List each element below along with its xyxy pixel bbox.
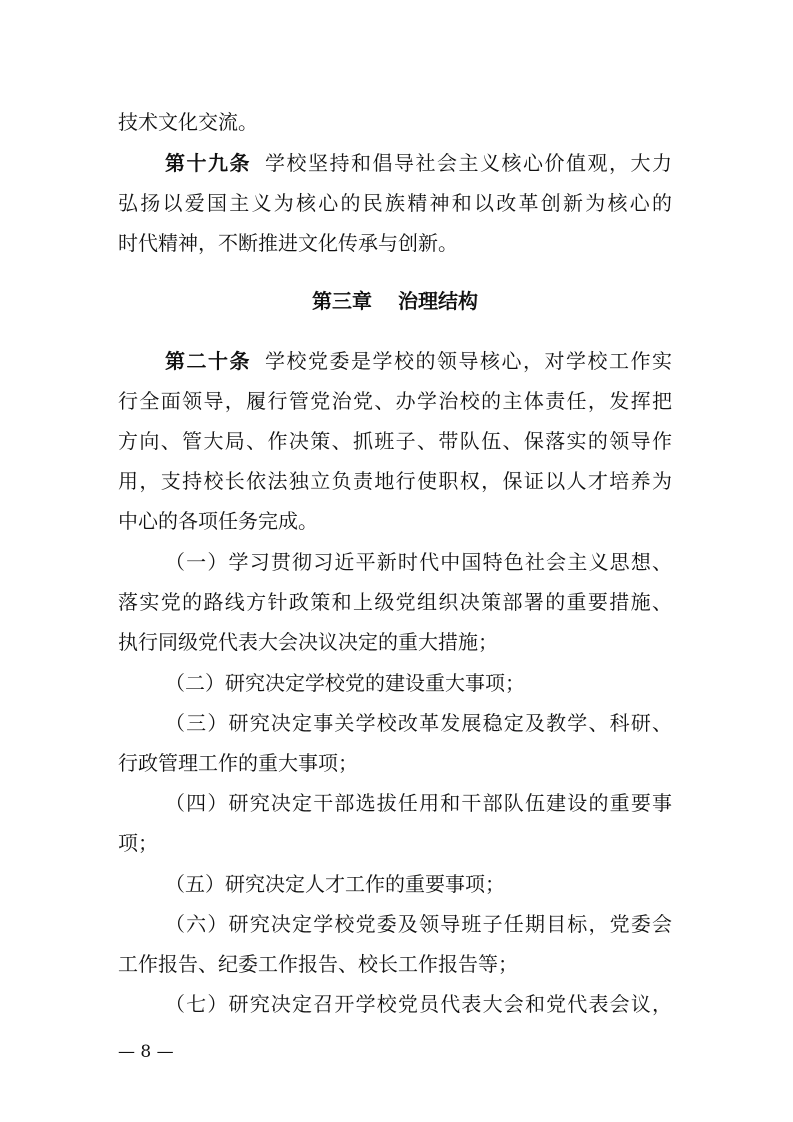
article-19-title: 第十九条 xyxy=(165,151,251,175)
list-item-line: 落实党的路线方针政策和上级党组织决策部署的重要措施、 xyxy=(118,590,672,614)
article-20-title: 第二十条 xyxy=(165,349,251,373)
article-19-line: 时代精神，不断推进文化传承与创新。 xyxy=(118,231,458,255)
article-19-line xyxy=(165,150,672,176)
page-number: — 8 — xyxy=(118,1042,174,1062)
article-20-text: 学校党委是学校的领导核心，对学校工作实 xyxy=(265,349,672,373)
article-20-line: 中心的各项任务完成。 xyxy=(118,509,318,533)
list-item-line: 行政管理工作的重大事项； xyxy=(118,751,358,775)
article-20-line: 方向、管大局、作决策、抓班子、带队伍、保落实的领导作 xyxy=(118,429,672,453)
list-item-line: （四）研究决定干部选拔任用和干部队伍建设的重要事 xyxy=(165,791,672,815)
list-item-line: （三）研究决定事关学校改革发展稳定及教学、科研、 xyxy=(165,711,672,735)
list-item-line: （七）研究决定召开学校党员代表大会和党代表会议， xyxy=(165,992,672,1016)
list-item-line: （五）研究决定人才工作的重要事项； xyxy=(165,872,505,896)
list-item-line: 执行同级党代表大会决议决定的重大措施； xyxy=(118,630,498,654)
article-20-line: 行全面领导，履行管党治党、办学治校的主体责任，发挥把 xyxy=(118,389,672,413)
list-item-line: 项； xyxy=(118,831,158,855)
list-item-line: （一）学习贯彻习近平新时代中国特色社会主义思想、 xyxy=(165,550,672,574)
chapter-title: 治理结构 xyxy=(398,289,478,313)
article-19-line: 弘扬以爱国主义为核心的民族精神和以改革创新为核心的 xyxy=(118,191,672,215)
article-20-line xyxy=(165,348,672,374)
chapter-heading xyxy=(118,288,672,314)
list-item-line: 工作报告、纪委工作报告、校长工作报告等； xyxy=(118,952,518,976)
article-20-line: 用，支持校长依法独立负责地行使职权，保证以人才培养为 xyxy=(118,469,672,493)
chapter-number: 第三章 xyxy=(312,289,372,313)
article-19-text: 学校坚持和倡导社会主义核心价值观，大力 xyxy=(265,151,672,175)
list-item-line: （二）研究决定学校党的建设重大事项； xyxy=(165,671,525,695)
list-item-line: （六）研究决定学校党委及领导班子任期目标，党委会 xyxy=(165,912,672,936)
continuation-line: 技术文化交流。 xyxy=(118,110,258,134)
